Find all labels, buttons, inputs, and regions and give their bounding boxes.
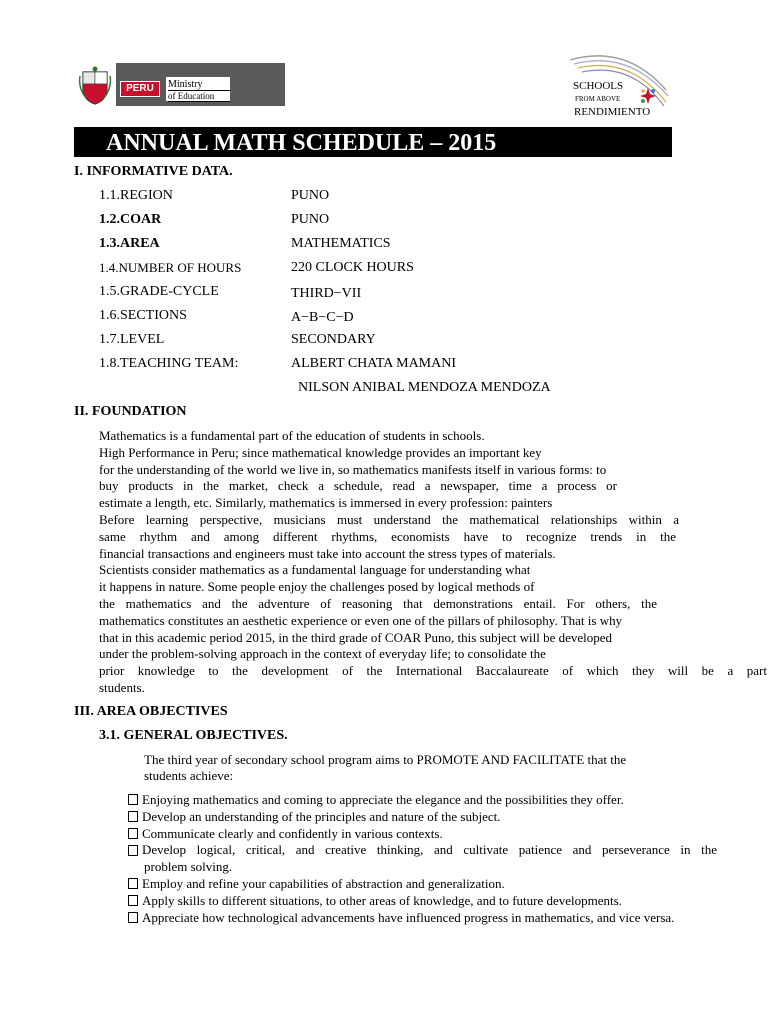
- objectives-intro-line1: The third year of secondary school program aims to PROMOTE AND FACILITATE that the: [144, 752, 627, 767]
- info-label: 1.2.COAR: [99, 212, 162, 227]
- list-item: [128, 792, 748, 809]
- foundation-paragraph: [99, 428, 767, 697]
- foundation-line: Mathematics is a fundamental part of the education of students in schools.: [99, 428, 485, 443]
- objectives-intro-line2: students achieve:: [144, 768, 234, 783]
- checkbox-bullet-icon: [128, 828, 138, 839]
- foundation-line: mathematics constitutes an aesthetic experience or even one of the pillars of philosophy. That is why: [99, 612, 623, 628]
- bullet-text: Enjoying mathematics and coming to appreciate the elegance and the possibilities they offer.: [142, 792, 624, 807]
- bullet-text: Appreciate how technological advancements have influenced progress in mathematics, and vice versa.: [142, 909, 675, 925]
- foundation-line: same rhythm and among different rhythms, economists have to recognize trends in the: [99, 528, 676, 544]
- info-value: MATHEMATICS: [291, 236, 391, 251]
- ministry-of-education-logo: [116, 63, 285, 106]
- schools-logo-line2: FROM ABOVE: [575, 95, 621, 103]
- document-title: ANNUAL MATH SCHEDULE – 2015: [106, 130, 497, 156]
- info-label: 1.5.GRADE-CYCLE: [99, 284, 219, 299]
- bullet-text: Develop an understanding of the principles and nature of the subject.: [142, 808, 501, 824]
- section-heading-objectives: III. AREA OBJECTIVES: [74, 704, 228, 719]
- checkbox-bullet-icon: [128, 912, 138, 923]
- schools-logo-line3: RENDIMIENTO: [574, 106, 651, 118]
- checkbox-bullet-icon: [128, 895, 138, 906]
- foundation-line: it happens in nature. Some people enjoy the challenges posed by logical methods of: [99, 579, 535, 595]
- foundation-line: under the problem-solving approach in the context of everyday life; to consolidate the: [99, 646, 546, 662]
- info-label: 1.6.SECTIONS: [99, 308, 187, 323]
- info-value: 220 CLOCK HOURS: [291, 260, 414, 275]
- objectives-bullet-list: [128, 792, 748, 926]
- ministry-rule2: [168, 101, 230, 102]
- info-label: 1.4.NUMBER OF HOURS: [99, 260, 242, 275]
- checkbox-bullet-icon: [128, 794, 138, 805]
- info-label: 1.8.TEACHING TEAM:: [99, 356, 239, 371]
- info-value: PUNO: [291, 212, 330, 227]
- info-value: ALBERT CHATA MAMANI: [291, 356, 457, 371]
- info-value: A−B−C−D: [291, 310, 354, 325]
- info-label: 1.7.LEVEL: [99, 332, 165, 347]
- foundation-line: Scientists consider mathematics as a fundamental language for understanding what: [99, 562, 531, 578]
- bullet-text: Employ and refine your capabilities of abstraction and generalization.: [142, 875, 505, 891]
- list-item: [128, 842, 717, 859]
- list-item: [128, 809, 748, 826]
- foundation-line: financial transactions and engineers must take into account the stress types of materials.: [99, 545, 556, 561]
- section-heading-foundation: II. FOUNDATION: [74, 404, 187, 419]
- bullet-text: Develop logical, critical, and creative thinking, and cultivate patience and perseverance in the: [142, 842, 717, 858]
- ministry-line2: of Education: [168, 91, 215, 101]
- list-item: [128, 826, 748, 843]
- ministry-line1: Ministry: [168, 79, 203, 90]
- info-value: SECONDARY: [291, 332, 376, 347]
- foundation-line: for the understanding of the world we live in, so mathematics manifests itself in various forms: to: [99, 461, 607, 477]
- list-item: [128, 876, 748, 893]
- foundation-line: High Performance in Peru; since mathematical knowledge provides an important key: [99, 444, 542, 460]
- bullet-text: Communicate clearly and confidently in various contexts.: [142, 825, 443, 841]
- list-item: [128, 910, 748, 927]
- info-label: 1.1.REGION: [99, 188, 173, 203]
- bullet-text-continuation: problem solving.: [144, 859, 233, 875]
- info-value-extra: NILSON ANIBAL MENDOZA MENDOZA: [298, 380, 551, 395]
- peru-coat-of-arms-icon: [78, 66, 112, 106]
- list-item: [128, 893, 748, 910]
- info-value: THIRD−VII: [291, 286, 362, 301]
- bullet-text: Apply skills to different situations, to other areas of knowledge, and to future developments.: [142, 892, 622, 908]
- schools-logo-line1: SCHOOLS: [573, 80, 624, 92]
- subsection-heading-general-objectives: 3.1. GENERAL OBJECTIVES.: [99, 728, 288, 743]
- info-label: 1.3.AREA: [99, 236, 160, 251]
- section-heading-informative: I. INFORMATIVE DATA.: [74, 164, 233, 179]
- checkbox-bullet-icon: [128, 845, 138, 856]
- foundation-line: that in this academic period 2015, in the third grade of COAR Puno, this subject will be developed: [99, 629, 613, 645]
- foundation-line: the mathematics and the adventure of reasoning that demonstrations entail. For others, the: [99, 595, 657, 611]
- peru-label: PERU: [120, 81, 160, 97]
- checkbox-bullet-icon: [128, 811, 138, 822]
- checkbox-bullet-icon: [128, 878, 138, 889]
- foundation-line: estimate a length, etc. Similarly, mathematics is immersed in every profession: painters: [99, 495, 553, 511]
- foundation-line: Before learning perspective, musicians must understand the mathematical relationships within a: [99, 511, 679, 527]
- foundation-line: students.: [99, 679, 145, 695]
- foundation-line: buy products in the market, check a schedule, read a newspaper, time a process or: [99, 478, 617, 494]
- foundation-line: prior knowledge to the development of the International Baccalaureate of which they will be a part: [99, 663, 767, 679]
- info-value: PUNO: [291, 188, 330, 203]
